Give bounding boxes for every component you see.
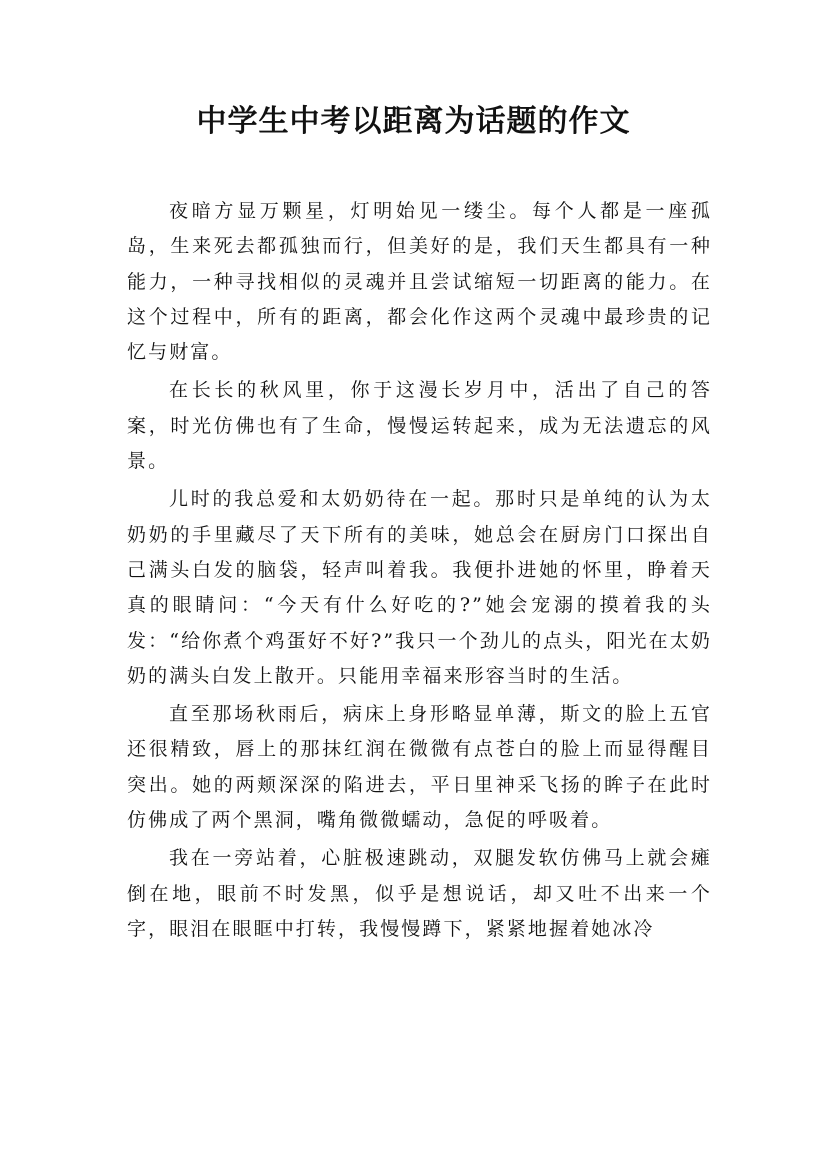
paragraph-3: 儿时的我总爱和太奶奶待在一起。那时只是单纯的认为太奶奶的手里藏尽了天下所有的美味，她总会在厨房门口探出自己满头白发的脑袋，轻声叫着我。我便扑进她的怀里，睁着天真的眼睛问：“今天有什么好吃的?”她会宠溺的摸着我的头发：“给你煮个鸡蛋好不好?”我只一个劲儿的点头，阳光在太奶奶的满头白发上散开。只能用幸福来形容当时的生活。 — [127, 488, 712, 687]
document-title: 中学生中考以距离为话题的作文 — [196, 104, 631, 139]
paragraph-5: 我在一旁站着，心脏极速跳动，双腿发软仿佛马上就会瘫倒在地，眼前不时发黑，似乎是想说话，却又吐不出来一个字，眼泪在眼眶中打转，我慢慢蹲下，紧紧地握着她冰冷 — [127, 847, 712, 940]
document-body — [127, 194, 712, 950]
paragraph-2: 在长长的秋风里，你于这漫长岁月中，活出了自己的答案，时光仿佛也有了生命，慢慢运转起来，成为无法遗忘的风景。 — [127, 379, 712, 473]
paragraph-4: 直至那场秋雨后，病床上身形略显单薄，斯文的脸上五官还很精致，唇上的那抹红润在微微有点苍白的脸上而显得醒目突出。她的两颊深深的陷进去，平日里神采飞扬的眸子在此时仿佛成了两个黑洞，嘴角微微蠕动，急促的呼吸着。 — [127, 703, 712, 832]
paragraph-1: 夜暗方显万颗星，灯明始见一缕尘。每个人都是一座孤岛，生来死去都孤独而行，但美好的是，我们天生都具有一种能力，一种寻找相似的灵魂并且尝试缩短一切距离的能力。在这个过程中，所有的距离，都会化作这两个灵魂中最珍贵的记忆与财富。 — [127, 200, 712, 364]
